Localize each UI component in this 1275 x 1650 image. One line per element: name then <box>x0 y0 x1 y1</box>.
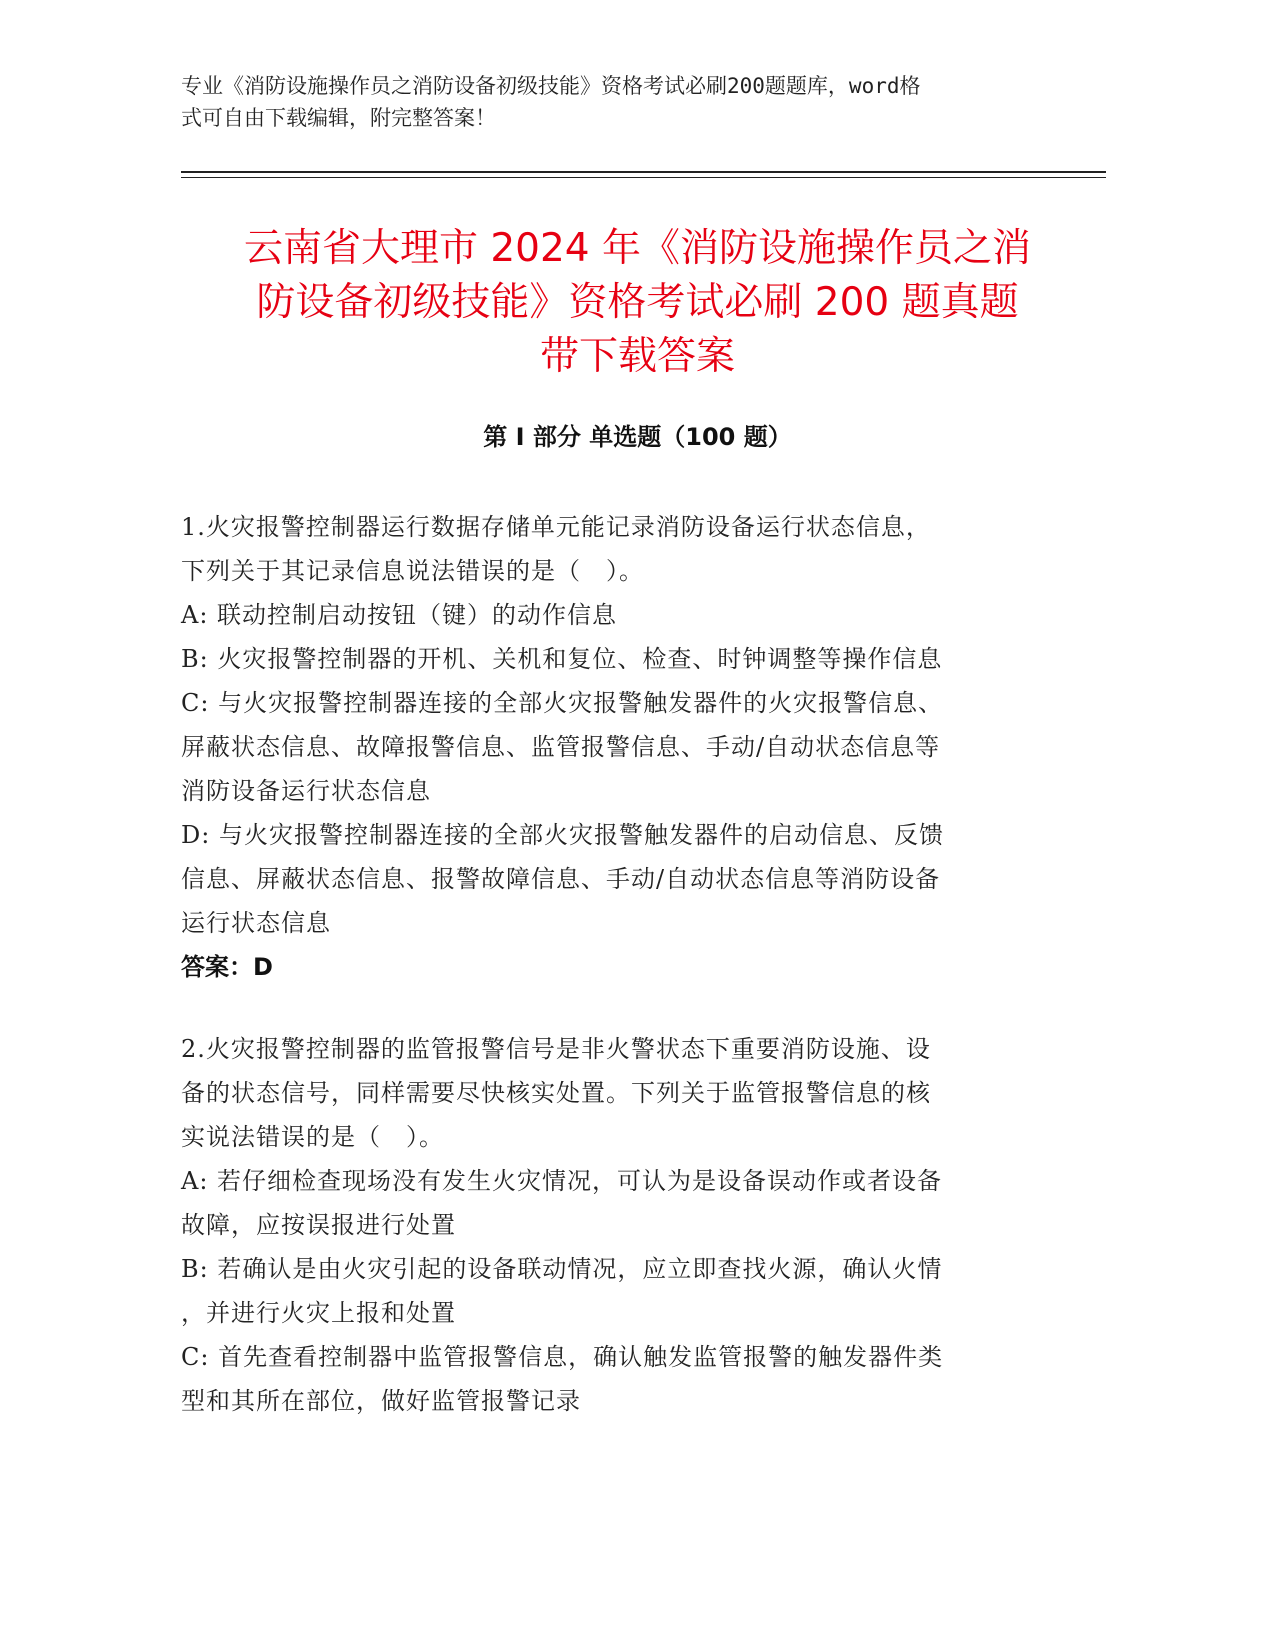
option-a: A: 联动控制启动按钮（键）的动作信息 <box>181 601 618 629</box>
option-d-continued: 运行状态信息 <box>181 909 331 937</box>
header-note-line: 式可自由下载编辑，附完整答案！ <box>181 106 496 130</box>
title-line: 云南省大理市 2024 年《消防设施操作员之消 <box>243 226 1032 271</box>
option-b: B: 若确认是由火灾引起的设备联动情况，应立即查找火源，确认火情 <box>181 1255 943 1283</box>
option-a: A: 若仔细检查现场没有发生火灾情况，可认为是设备误动作或者设备 <box>181 1167 943 1195</box>
option-a-continued: 故障，应按误报进行处置 <box>181 1211 456 1239</box>
document-title <box>160 222 1115 384</box>
question-stem-line: 2.火灾报警控制器的监管报警信号是非火警状态下重要消防设施、设 <box>181 1035 931 1063</box>
option-d-continued: 信息、屏蔽状态信息、报警故障信息、手动/自动状态信息等消防设备 <box>181 865 941 893</box>
question-stem-line: 下列关于其记录信息说法错误的是（ ）。 <box>181 557 644 585</box>
section-heading: 第 I 部分 单选题（100 题） <box>483 423 792 451</box>
header-divider-thick <box>181 171 1106 173</box>
title-line: 带下载答案 <box>539 334 735 379</box>
option-c: C: 与火灾报警控制器连接的全部火灾报警触发器件的火灾报警信息、 <box>181 689 944 717</box>
title-line: 防设备初级技能》资格考试必刷 200 题真题 <box>256 280 1019 325</box>
option-c-continued: 型和其所在部位，做好监管报警记录 <box>181 1387 581 1415</box>
option-b: B: 火灾报警控制器的开机、关机和复位、检查、时钟调整等操作信息 <box>181 645 943 673</box>
option-c-continued: 屏蔽状态信息、故障报警信息、监管报警信息、手动/自动状态信息等 <box>181 733 941 761</box>
answer-label: 答案：D <box>181 953 273 981</box>
header-note-line: 专业《消防设施操作员之消防设备初级技能》资格考试必刷200题题库，word格 <box>181 74 921 98</box>
header-note <box>181 70 1041 134</box>
question-stem-line: 1.火灾报警控制器运行数据存储单元能记录消防设备运行状态信息， <box>181 513 931 541</box>
option-b-continued: ，并进行火灾上报和处置 <box>181 1299 456 1327</box>
option-c: C: 首先查看控制器中监管报警信息，确认触发监管报警的触发器件类 <box>181 1343 944 1371</box>
header-divider-thin <box>181 177 1106 178</box>
question-stem-line: 实说法错误的是（ ）。 <box>181 1123 444 1151</box>
option-c-continued: 消防设备运行状态信息 <box>181 777 431 805</box>
question-stem-line: 备的状态信号，同样需要尽快核实处置。下列关于监管报警信息的核 <box>181 1079 931 1107</box>
option-d: D: 与火灾报警控制器连接的全部火灾报警触发器件的启动信息、反馈 <box>181 821 944 849</box>
question-2 <box>181 1027 1041 1423</box>
question-1 <box>181 505 1041 989</box>
